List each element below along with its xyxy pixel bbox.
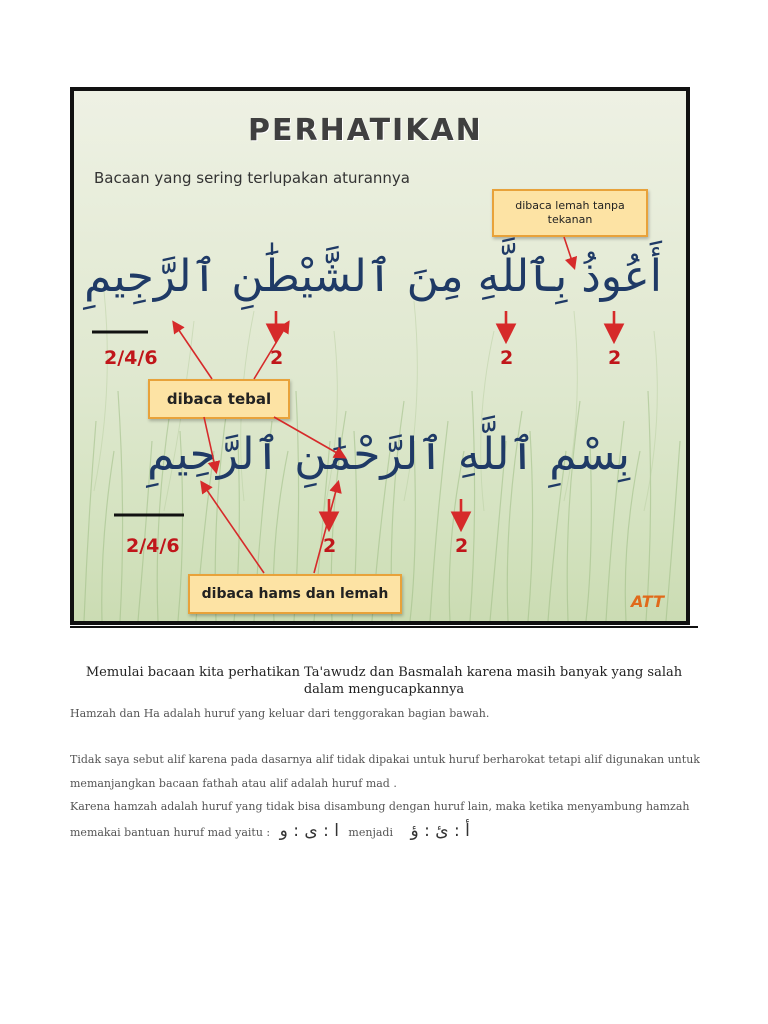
paragraph-hamzah-ha: Hamzah dan Ha adalah huruf yang keluar dari tenggorakan bagian bawah. <box>70 707 490 720</box>
figure-subtitle: Bacaan yang sering terlupakan aturannya <box>94 169 411 187</box>
duration-number: 2 <box>270 347 284 369</box>
duration-label-top: 2/4/6 <box>104 347 158 369</box>
label-lemah-text: dibaca lemah tanpa tekanan <box>515 199 625 226</box>
arrow-hams-left <box>202 483 264 573</box>
arrow-tebal-up-left <box>174 323 212 379</box>
figure-caption: Memulai bacaan kita perhatikan Ta'awudz dan Basmalah karena masih banyak yang salah dalam mengucapkannya <box>85 665 683 697</box>
paragraph-line: Karena hamzah adalah huruf yang tidak bisa disambung dengan huruf lain, maka ketika menyambung hamzah <box>70 800 690 813</box>
arrow-hams-right <box>314 483 338 573</box>
arabic-taawudz: أَعُوذُ بِٱللَّهِ مِنَ ٱلشَّيْطَٰنِ ٱلرَّجِيمِ <box>84 251 662 302</box>
duration-label-bottom: 2/4/6 <box>126 535 180 557</box>
label-tebal-text: dibaca tebal <box>166 390 272 408</box>
duration-number: 2 <box>500 347 514 369</box>
paragraph-prefix: memakai bantuan huruf mad yaitu : <box>70 826 271 839</box>
arrow-tebal-up-right <box>254 323 288 379</box>
duration-number: 2 <box>323 535 337 557</box>
arrow-tebal-down-right <box>274 417 344 457</box>
author-signature: ATT <box>630 592 664 611</box>
annotation-arrows <box>74 91 686 621</box>
arabic-mad-letters: ا : ى : و <box>279 821 339 841</box>
arabic-basmalah: بِسْمِ ٱللَّهِ ٱلرَّحْمَٰنِ ٱلرَّحِيمِ <box>147 429 630 480</box>
arabic-hamzah-forms: أ : ئ : ؤ <box>410 821 470 841</box>
label-hams-text: dibaca hams dan lemah <box>201 586 389 602</box>
paragraph-connector: menjadi <box>348 826 393 839</box>
arrow-tebal-down-left <box>204 417 216 471</box>
paragraph-alif: Tidak saya sebut alif karena pada dasarnya alif tidak dipakai untuk huruf berharokat tetapi alif digunakan untuk memanjangkan bacaan fathah atau alif adalah huruf mad . <box>70 753 700 790</box>
paragraph-hamzah-mad <box>70 795 700 845</box>
divider-line <box>70 626 698 628</box>
duration-number: 2 <box>455 535 469 557</box>
illustration-figure <box>70 87 690 625</box>
paragraph-line <box>70 819 700 845</box>
figure-title: PERHATIKAN <box>248 113 483 148</box>
duration-number: 2 <box>608 347 622 369</box>
arrow-lemah <box>564 237 574 267</box>
